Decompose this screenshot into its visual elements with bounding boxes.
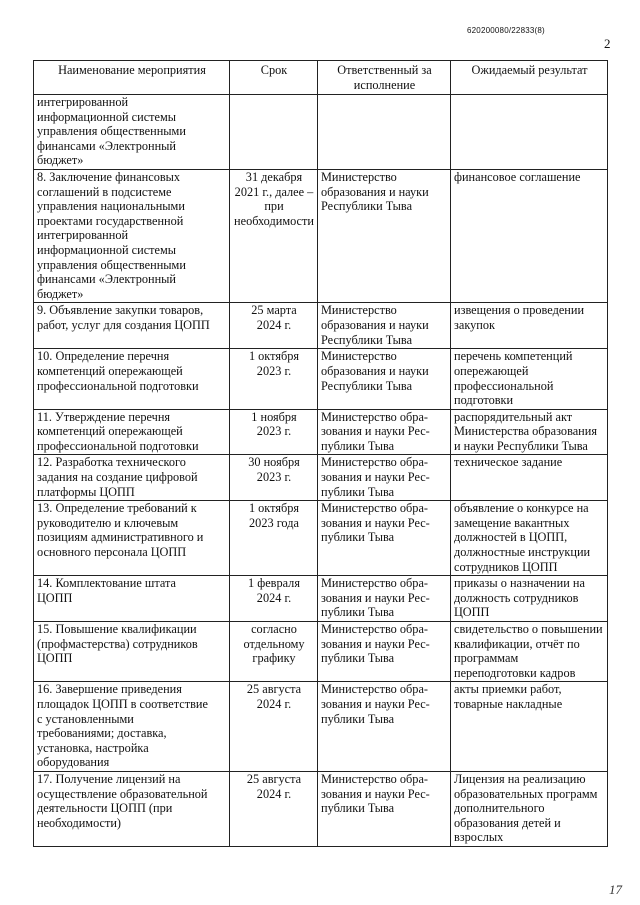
cell-result: техническое задание: [451, 455, 608, 501]
table-row: [34, 169, 608, 302]
cell-responsible: Министерство обра- зования и науки Рес- публики Тыва: [318, 682, 451, 772]
cell-name: 10. Определение перечня компетенций опережающей профессиональной подготовки: [34, 349, 230, 409]
cell-term: [230, 95, 318, 170]
cell-term: 31 декабря 2021 г., далее – при необходимости: [230, 169, 318, 302]
cell-name: 13. Определение требований к руководителю и ключевым позициям административного и основного персонала ЦОПП: [34, 501, 230, 576]
cell-name: 16. Завершение приведения площадок ЦОПП в соответствие с установленными требованиями; доставка, установка, настройка оборудования: [34, 682, 230, 772]
cell-result: извещения о проведении закупок: [451, 303, 608, 349]
table-row: [34, 501, 608, 576]
cell-responsible: Министерство обра- зования и науки Рес- публики Тыва: [318, 576, 451, 622]
cell-term: 1 февраля 2024 г.: [230, 576, 318, 622]
cell-responsible: [318, 95, 451, 170]
cell-name: 17. Получение лицензий на осуществление образовательной деятельности ЦОПП (при необходимости): [34, 771, 230, 846]
cell-name: 15. Повышение квалификации (профмастерства) сотрудников ЦОПП: [34, 622, 230, 682]
cell-responsible: Министерство образования и науки Республики Тыва: [318, 303, 451, 349]
cell-result: финансовое соглашение: [451, 169, 608, 302]
cell-result: приказы о назначении на должность сотрудников ЦОПП: [451, 576, 608, 622]
cell-term: согласно отдельному графику: [230, 622, 318, 682]
cell-responsible: Министерство обра- зования и науки Рес- публики Тыва: [318, 622, 451, 682]
cell-term: 25 августа 2024 г.: [230, 682, 318, 772]
cell-responsible: Министерство обра- зования и науки Рес- публики Тыва: [318, 455, 451, 501]
table-row: [34, 771, 608, 846]
cell-result: распорядительный акт Министерства образования и науки Республики Тыва: [451, 409, 608, 455]
table-row: [34, 409, 608, 455]
column-header-name: Наименование мероприятия: [34, 61, 230, 95]
cell-term: 25 марта 2024 г.: [230, 303, 318, 349]
page-mark: 17: [609, 882, 622, 897]
column-header-responsible: Ответственный за исполнение: [318, 61, 451, 95]
table-row: [34, 622, 608, 682]
page-number: 2: [604, 36, 611, 51]
cell-result: свидетельство о повышении квалификации, отчёт по программам переподготовки кадров: [451, 622, 608, 682]
cell-responsible: Министерство обра- зования и науки Рес- публики Тыва: [318, 501, 451, 576]
events-table: [33, 60, 608, 847]
table-row: [34, 349, 608, 409]
cell-term: 1 октября 2023 г.: [230, 349, 318, 409]
cell-result: акты приемки работ, товарные накладные: [451, 682, 608, 772]
cell-name: интегрированной информационной системы управления общественными финансами «Электронный бюджет»: [34, 95, 230, 170]
cell-responsible: Министерство обра- зования и науки Рес- публики Тыва: [318, 409, 451, 455]
cell-name: 8. Заключение финансовых соглашений в подсистеме управления национальными проектами государственной интегрированной информационной системы управления общественными финансами «Электронный бюджет»: [34, 169, 230, 302]
table-header-row: [34, 61, 608, 95]
cell-responsible: Министерство обра- зования и науки Рес- публики Тыва: [318, 771, 451, 846]
column-header-term: Срок: [230, 61, 318, 95]
cell-result: перечень компетенций опережающей профессиональной подготовки: [451, 349, 608, 409]
document-id: 620200080/22833(8): [467, 26, 545, 35]
column-header-result: Ожидаемый результат: [451, 61, 608, 95]
cell-term: 30 ноября 2023 г.: [230, 455, 318, 501]
cell-term: 1 октября 2023 года: [230, 501, 318, 576]
cell-name: 12. Разработка технического задания на создание цифровой платформы ЦОПП: [34, 455, 230, 501]
cell-name: 11. Утверждение перечня компетенций опережающей профессиональной подготовки: [34, 409, 230, 455]
cell-result: [451, 95, 608, 170]
table-row: [34, 682, 608, 772]
cell-result: Лицензия на реализацию образовательных программ дополнительного образования детей и взрослых: [451, 771, 608, 846]
cell-term: 25 августа 2024 г.: [230, 771, 318, 846]
table-row: [34, 455, 608, 501]
cell-responsible: Министерство образования и науки Республики Тыва: [318, 169, 451, 302]
table-row: [34, 576, 608, 622]
cell-name: 14. Комплектование штата ЦОПП: [34, 576, 230, 622]
cell-term: 1 ноября 2023 г.: [230, 409, 318, 455]
cell-responsible: Министерство образования и науки Республики Тыва: [318, 349, 451, 409]
cell-name: 9. Объявление закупки товаров, работ, услуг для создания ЦОПП: [34, 303, 230, 349]
cell-result: объявление о конкурсе на замещение вакантных должностей в ЦОПП, должностные инструкции сотрудников ЦОПП: [451, 501, 608, 576]
table-row: [34, 95, 608, 170]
table-row: [34, 303, 608, 349]
